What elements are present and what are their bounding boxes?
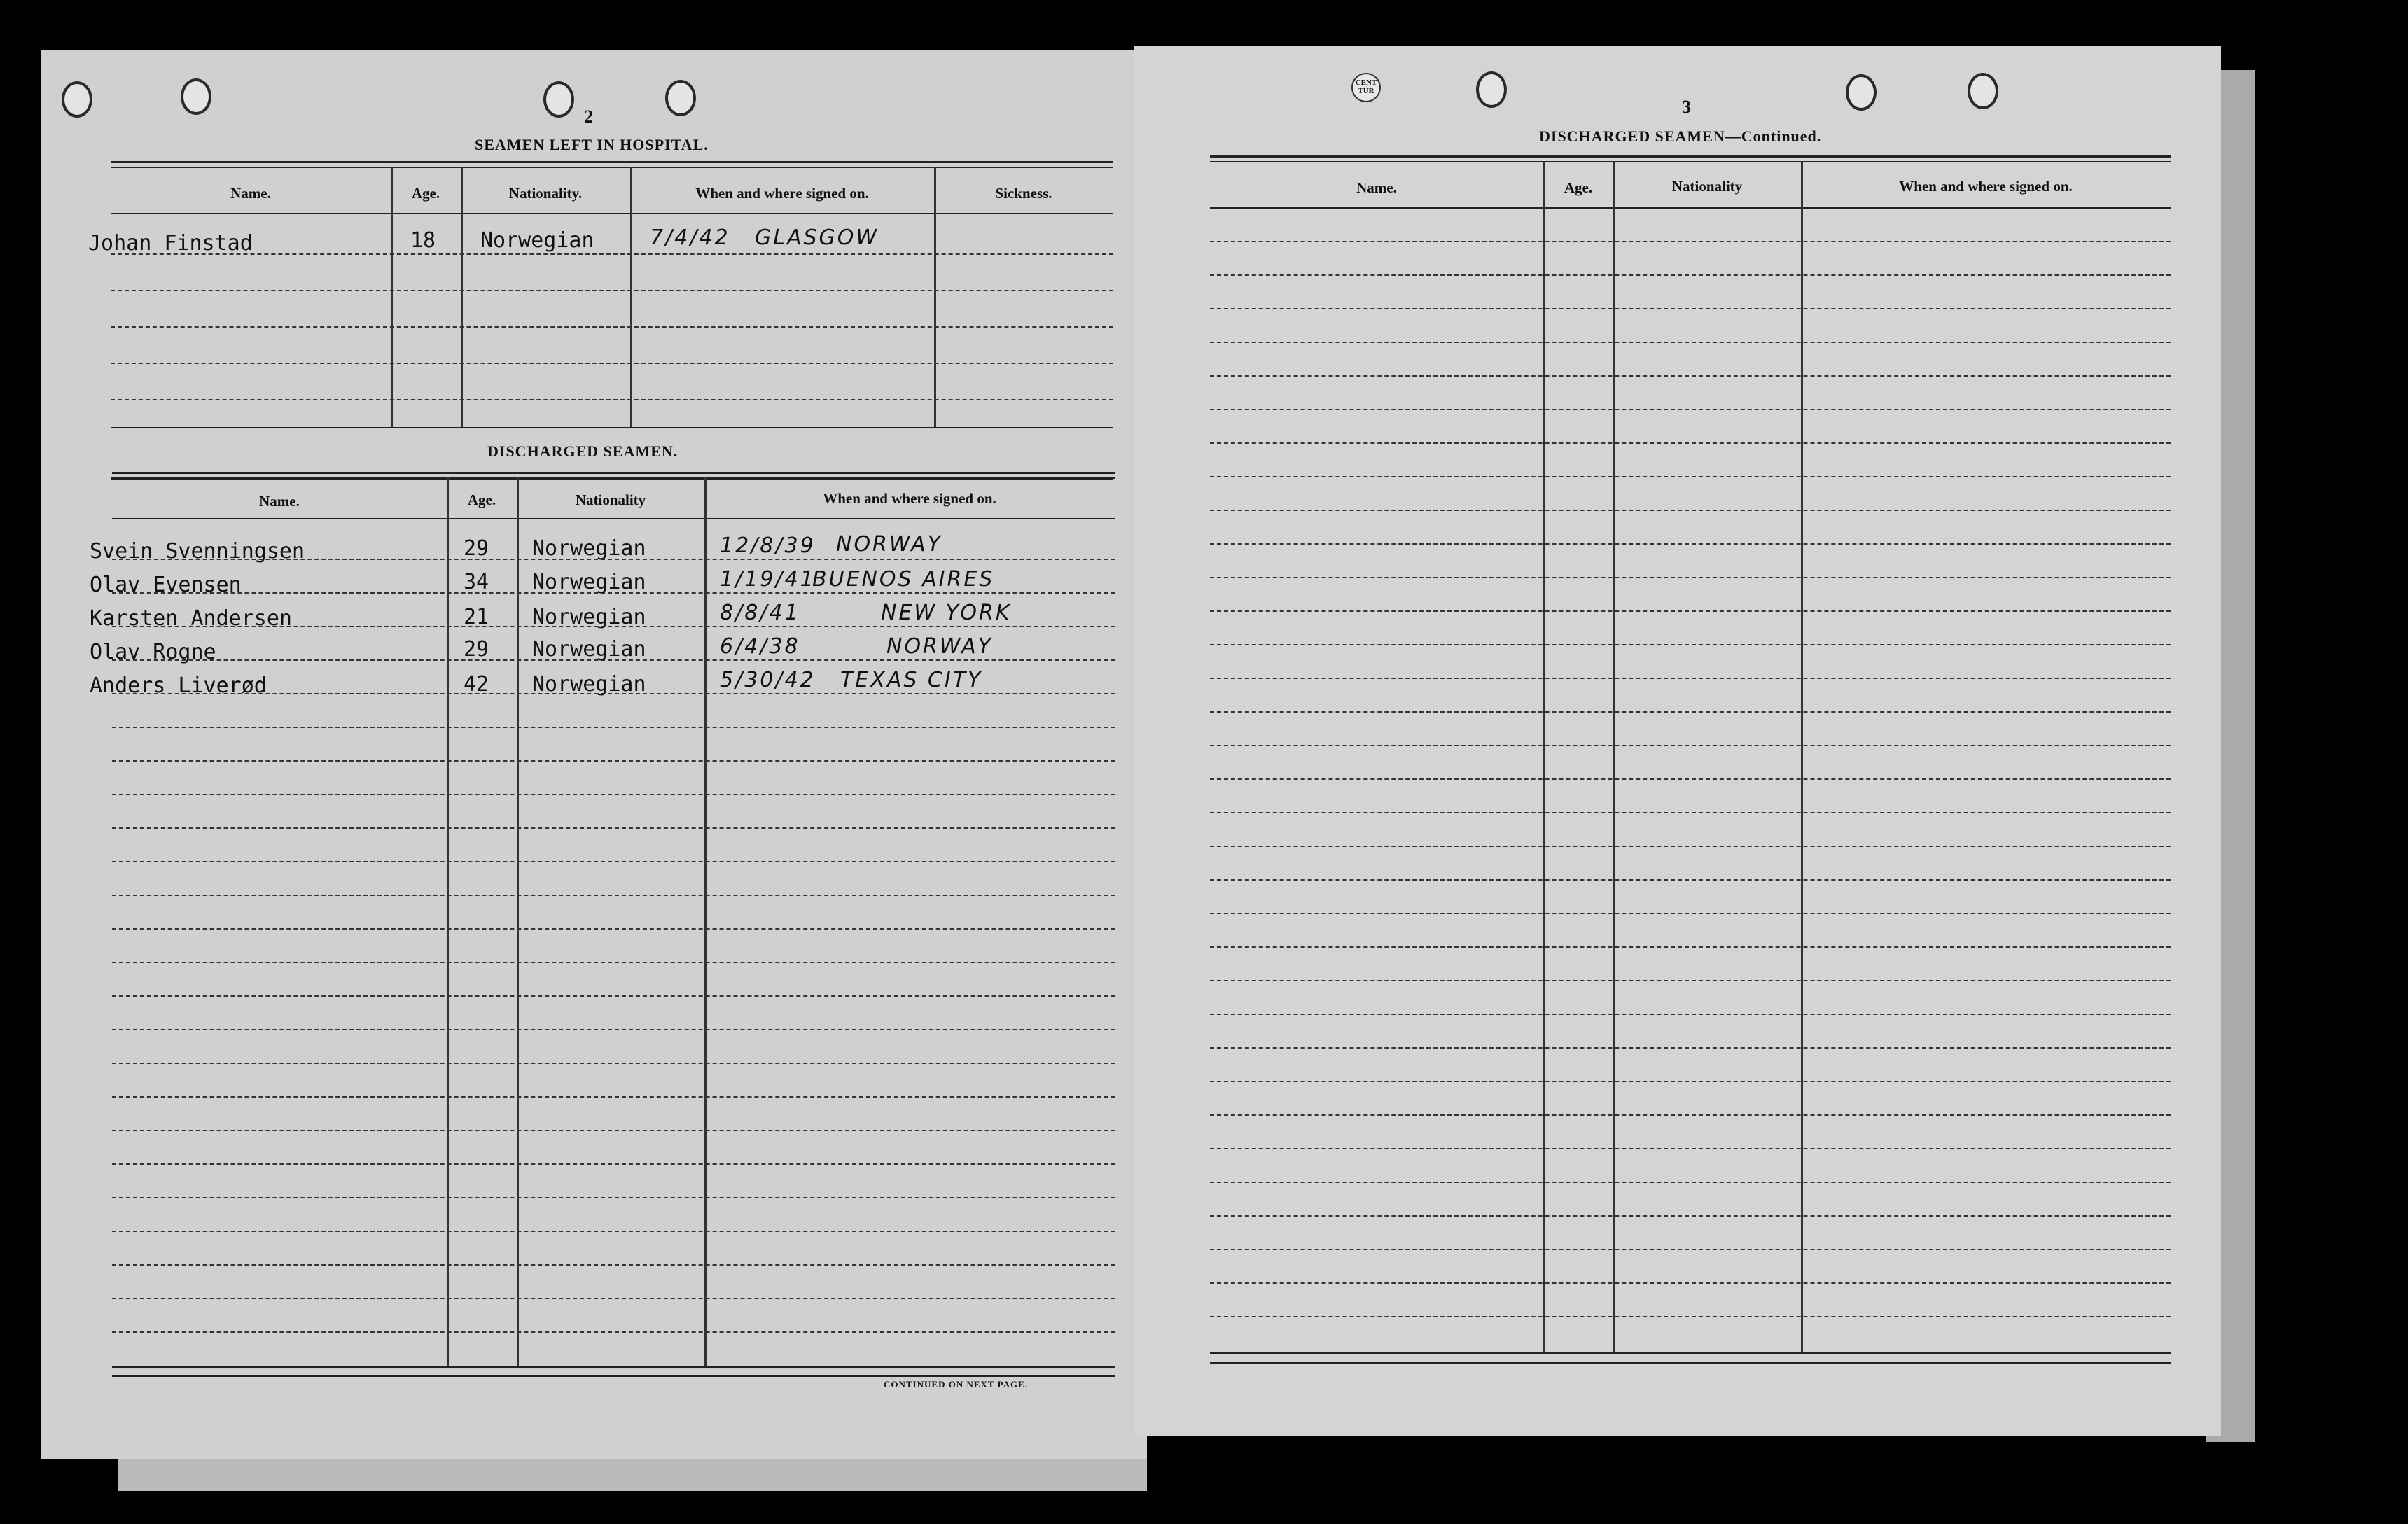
seaman-nationality: Norwegian xyxy=(532,605,646,629)
row-rule xyxy=(1210,342,2171,343)
column-header-nationality: Nationality xyxy=(1671,178,1743,195)
column-header-age: Age. xyxy=(411,185,440,202)
row-rule xyxy=(111,399,1113,400)
table-top-rule xyxy=(1210,155,2171,158)
table-top-rule xyxy=(112,477,1115,479)
row-rule xyxy=(111,253,1113,255)
row-rule xyxy=(111,326,1113,328)
row-rule xyxy=(1210,1316,2171,1317)
row-rule xyxy=(112,827,1115,829)
row-rule xyxy=(1210,778,2171,780)
row-rule xyxy=(112,962,1115,963)
row-rule xyxy=(1210,375,2171,377)
punch-hole xyxy=(1968,73,1998,109)
row-rule xyxy=(112,895,1115,896)
signed-on-date: 8/8/41 xyxy=(720,601,800,625)
row-rule xyxy=(1210,274,2171,276)
row-rule xyxy=(111,363,1113,364)
column-header-nationality: Nationality. xyxy=(508,185,583,202)
row-rule xyxy=(1210,610,2171,612)
signed-on-place: NEW YORK xyxy=(881,601,1012,625)
signed-on-date: 12/8/39 xyxy=(720,533,816,558)
table-bottom-rule xyxy=(1210,1362,2171,1364)
seaman-name: Olav Rogne xyxy=(90,640,216,664)
table-top-rule xyxy=(1210,161,2171,162)
row-rule xyxy=(1210,1182,2171,1183)
row-rule xyxy=(1210,745,2171,746)
circular-stamp: CENT TUR xyxy=(1351,73,1381,102)
row-rule xyxy=(1210,1282,2171,1284)
row-rule xyxy=(1210,476,2171,477)
signed-on-date: 1/19/41 xyxy=(720,567,816,592)
row-rule xyxy=(112,727,1115,728)
seaman-age: 21 xyxy=(464,605,489,629)
row-rule xyxy=(1210,980,2171,981)
signed-on-place: NORWAY xyxy=(836,532,942,557)
punch-hole xyxy=(1476,71,1507,108)
row-rule xyxy=(1210,812,2171,813)
seaman-nationality: Norwegian xyxy=(532,536,646,561)
column-divider xyxy=(934,167,936,427)
seaman-nationality: Norwegian xyxy=(532,570,646,594)
discharged-section-title: DISCHARGED SEAMEN. xyxy=(487,442,678,460)
row-rule xyxy=(1210,1081,2171,1082)
signed-on-date: 6/4/38 xyxy=(720,634,800,659)
header-rule xyxy=(1210,207,2171,209)
right-page xyxy=(1134,46,2221,1436)
row-rule xyxy=(1210,846,2171,847)
seaman-name: Anders Liverød xyxy=(90,673,267,698)
column-divider xyxy=(1613,161,1615,1352)
column-divider xyxy=(461,167,463,427)
row-rule xyxy=(112,1331,1115,1333)
seaman-nationality: Norwegian xyxy=(532,672,646,697)
row-rule xyxy=(1210,913,2171,914)
page-number: 2 xyxy=(584,106,593,127)
row-rule xyxy=(1210,409,2171,410)
table-top-rule xyxy=(112,472,1115,474)
punch-hole xyxy=(1846,74,1877,111)
column-divider xyxy=(1543,161,1545,1352)
row-rule xyxy=(112,1197,1115,1198)
signed-on-date: 7/4/42 xyxy=(650,225,730,250)
row-rule xyxy=(1210,1215,2171,1217)
row-rule xyxy=(1210,543,2171,545)
underlying-page-edge xyxy=(118,1456,1147,1491)
row-rule xyxy=(112,1298,1115,1299)
seaman-nationality: Norwegian xyxy=(532,637,646,662)
seaman-age: 34 xyxy=(464,570,489,594)
column-header-nationality: Nationality xyxy=(575,491,646,508)
punch-hole xyxy=(181,78,211,115)
row-rule xyxy=(1210,879,2171,881)
row-rule xyxy=(111,290,1113,291)
row-rule xyxy=(1210,1114,2171,1116)
row-rule xyxy=(112,1130,1115,1131)
row-rule xyxy=(1210,711,2171,713)
row-rule xyxy=(1210,1249,2171,1250)
row-rule xyxy=(112,995,1115,997)
row-rule xyxy=(112,1096,1115,1098)
table-top-rule xyxy=(111,167,1113,168)
row-rule xyxy=(112,1163,1115,1165)
column-divider xyxy=(704,477,707,1366)
punch-hole xyxy=(665,80,696,116)
signed-on-place: GLASGOW xyxy=(755,225,879,250)
column-header-sickness: Sickness. xyxy=(995,185,1052,202)
row-rule xyxy=(112,1264,1115,1266)
seaman-name: Johan Finstad xyxy=(88,231,253,256)
row-rule xyxy=(1210,308,2171,309)
column-header-name: Name. xyxy=(230,185,271,202)
row-rule xyxy=(1210,1047,2171,1049)
row-rule xyxy=(1210,1148,2171,1149)
header-rule xyxy=(111,213,1113,214)
row-rule xyxy=(1210,577,2171,578)
signed-on-date: 5/30/42 xyxy=(720,668,816,692)
row-rule xyxy=(1210,644,2171,645)
continued-note: CONTINUED ON NEXT PAGE. xyxy=(884,1379,1028,1390)
seaman-age: 18 xyxy=(410,228,436,253)
column-divider xyxy=(447,477,449,1366)
seaman-name: Olav Evensen xyxy=(90,573,242,597)
table-bottom-rule xyxy=(1210,1352,2171,1354)
row-rule xyxy=(1210,241,2171,242)
row-rule xyxy=(112,928,1115,930)
header-rule xyxy=(112,518,1115,519)
punch-hole xyxy=(543,81,574,118)
row-rule xyxy=(112,794,1115,795)
seaman-age: 42 xyxy=(464,672,489,697)
signed-on-place: TEXAS CITY xyxy=(840,668,983,692)
row-rule xyxy=(1210,678,2171,679)
seaman-name: Karsten Andersen xyxy=(90,606,292,631)
column-header-signed-on: When and where signed on. xyxy=(695,185,869,202)
column-header-age: Age. xyxy=(1564,179,1593,196)
row-rule xyxy=(112,1231,1115,1232)
table-bottom-rule xyxy=(112,1366,1115,1368)
table-bottom-rule xyxy=(111,427,1113,428)
row-rule xyxy=(112,861,1115,862)
row-rule xyxy=(1210,510,2171,511)
row-rule xyxy=(112,760,1115,762)
signed-on-place: BUENOS AIRES xyxy=(812,567,995,592)
discharged-continued-table xyxy=(1210,155,2171,1415)
seaman-name: Svein Svenningsen xyxy=(90,539,305,564)
seaman-nationality: Norwegian xyxy=(480,228,594,253)
seaman-age: 29 xyxy=(464,637,489,662)
row-rule xyxy=(112,1029,1115,1030)
row-rule xyxy=(112,1063,1115,1064)
column-header-age: Age. xyxy=(467,491,496,508)
table-top-rule xyxy=(111,161,1113,163)
column-divider xyxy=(517,477,519,1366)
left-page xyxy=(41,50,1147,1459)
column-header-name: Name. xyxy=(1356,179,1397,196)
seaman-age: 29 xyxy=(464,536,489,561)
column-divider xyxy=(630,167,632,427)
row-rule xyxy=(1210,442,2171,444)
column-header-signed-on: When and where signed on. xyxy=(1899,178,2073,195)
row-rule xyxy=(1210,1014,2171,1015)
hospital-section-title: SEAMEN LEFT IN HOSPITAL. xyxy=(475,136,709,153)
section-title: DISCHARGED SEAMEN—Continued. xyxy=(1539,127,1822,145)
punch-hole xyxy=(62,81,92,118)
table-bottom-rule xyxy=(112,1375,1115,1377)
discharged-table xyxy=(90,472,1115,1438)
column-header-name: Name. xyxy=(259,493,300,510)
page-number: 3 xyxy=(1682,97,1691,117)
row-rule xyxy=(1210,946,2171,948)
hospital-table xyxy=(88,161,1113,482)
column-divider xyxy=(391,167,393,427)
signed-on-place: NORWAY xyxy=(886,634,993,659)
column-divider xyxy=(1801,161,1803,1352)
column-header-signed-on: When and where signed on. xyxy=(823,490,996,507)
